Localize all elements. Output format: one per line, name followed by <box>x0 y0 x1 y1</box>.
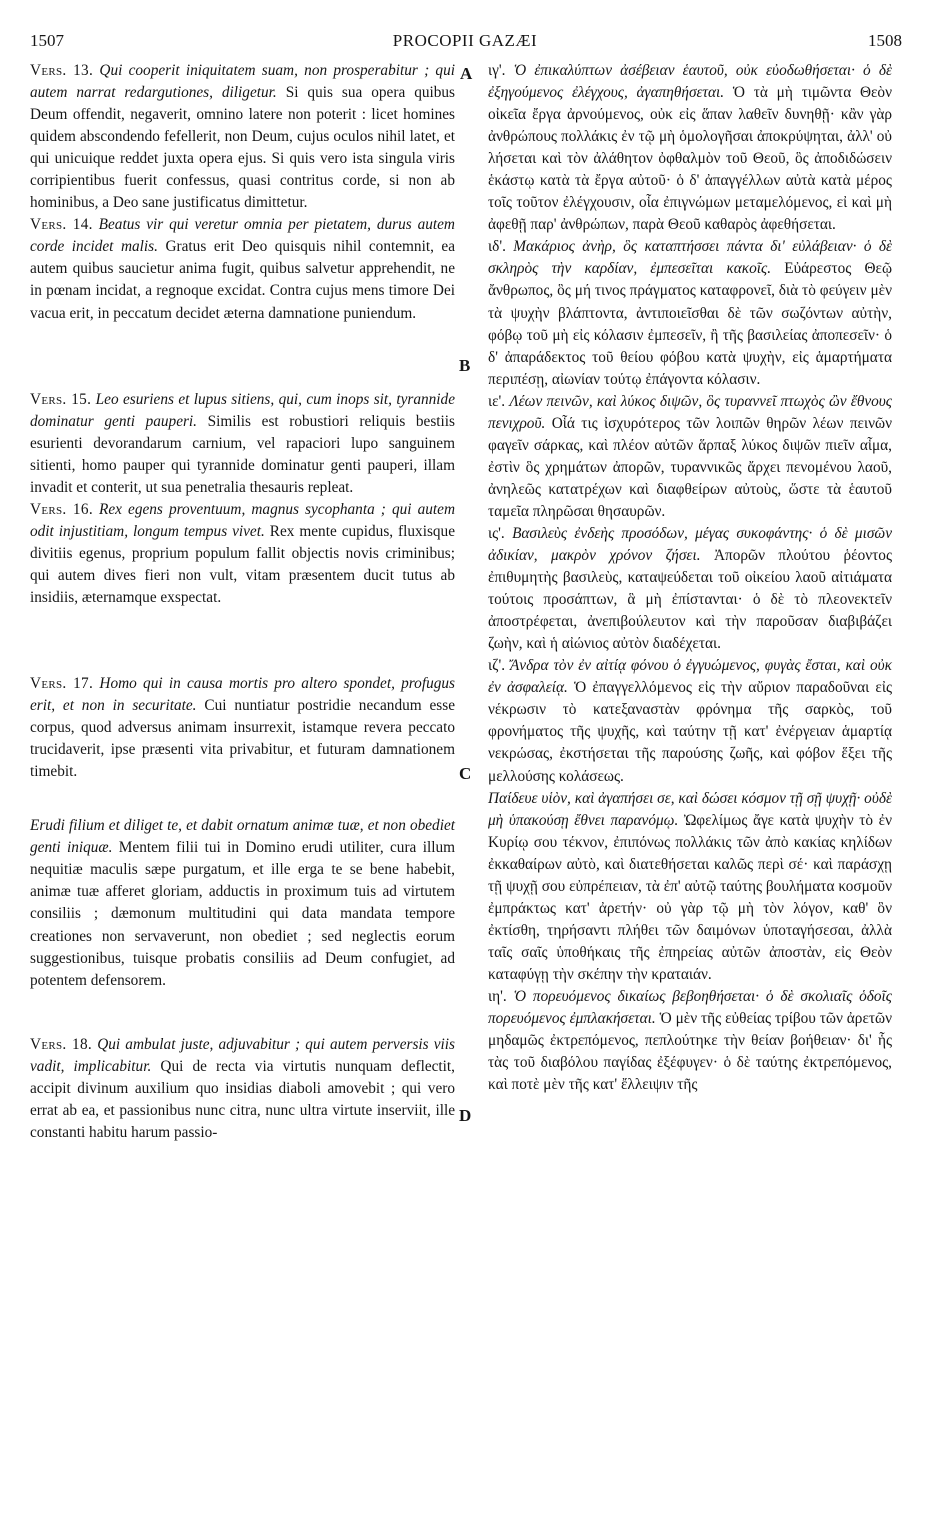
verse-quote: Βασιλεὺς ἐνδεὴς προσόδων, μέγας συκοφάντης· ὁ δὲ μισῶν ἀδικίαν, μακρὸν χρόνον ζήσει. <box>488 524 892 565</box>
greek-verse-14 <box>488 236 892 390</box>
page-number-right: 1508 <box>868 31 902 50</box>
verse-quote: Beatus vir qui veretur omnia per pietatem, durus autem corde incidet malis. <box>30 216 455 256</box>
commentary-text: Οἷά τις ἰσχυρότερος τῶν λοιπῶν θηρῶν λέων πεινῶν φαγεῖν σάρκας, καὶ πλέον αὐτῶν ἅρπαξ λύκος διψῶν πιεῖν αἷμα, ἐστὶν ὃς χρημάτων ἀπορῶν, τυραννικῶς ἄρχει πενομένου λαοῦ, ἀνηλεῶς κατατρέχων καὶ διαφθείρων αὐτοὺς, ὥστε τὰ ἑαυτοῦ ταμεῖα πληρῶσαι θησαυρῶν. <box>488 414 892 520</box>
verse-label: ιγ'. <box>488 62 506 79</box>
margin-letter-a: A <box>460 64 473 83</box>
latin-verse-16 <box>30 499 455 609</box>
verse-quote: Leo esuriens et lupus sitiens, qui, cum inops sit, tyrannide dominatur genti pauperi. <box>30 390 455 430</box>
verse-label: Vers. 18. <box>30 1035 93 1053</box>
greek-verse-13 <box>488 60 892 236</box>
verse-label: ιζ'. <box>488 657 506 675</box>
verse-label: ιη'. <box>488 987 507 1005</box>
verse-quote: Qui ambulat juste, adjuvabitur ; qui autem perversis viis vadit, implicabitur. <box>30 1035 456 1075</box>
commentary-text: Ἀπορῶν πλούτου ῥέοντος ἐπιθυμητὴς βασιλεὺς, καταψεύδεται τοῦ οἰκείου λαοῦ αἰτιάματα τούτοις προσάπτων, ἃ μὴ ἐπίστανται· ὁ δὲ τὸ πλεονεκτεῖν ἀποστρέφεται, ἀνεπιβούλευτον καὶ τὴν παροῦσαν διαβιβάζει ζωὴν, καὶ ἡ αἰώνιος αὐτὸν διαδέχεται. <box>488 547 892 653</box>
verse-label: Vers. 13. <box>30 62 94 79</box>
verse-quote: Παίδευε υἱὸν, καὶ ἀγαπήσει σε, καὶ δώσει κόσμον τῇ σῇ ψυχῇ· οὐδὲ μὴ ὑπακούσῃ ἔθνει παρανόμῳ. <box>488 789 892 829</box>
greek-column <box>488 60 892 1096</box>
commentary-text: Rex mente cupidus, fluxisque divitiis egenus, proprium populum fallit objectis novis criminibus; qui autem dives fieri non vult, vitam præsentem ducit tutus ab insidiis, æternamque exspectat. <box>30 522 455 606</box>
greek-paideue-huion <box>488 788 892 986</box>
verse-quote: Erudi filium et diliget te, et dabit ornatum animæ tuæ, et non obediet genti iniquæ. <box>30 817 455 857</box>
commentary-text: Si quis sua opera quibus Deum offendit, negaverit, omnino latere non poterit : licet homines quidem abscondendo fefellerit, non Deum, cujus oculos nihil latet, et qui unicuique reddet juxta opera ejus. Si quis vero ista singula viris corripientibus fuerit confessus, quasi contritus corde, si non ab hominibus, a Deo sane justificatus dimittetur. <box>30 84 455 212</box>
verse-label: Vers. 17. <box>30 675 94 693</box>
verse-label: Vers. 15. <box>30 390 92 408</box>
verse-quote: Ὁ πορευόμενος δικαίως βεβοηθήσεται· ὁ δὲ σκολιαῖς ὁδοῖς πορευόμενος ἐμπλακήσεται. <box>488 987 892 1028</box>
latin-verse-18 <box>30 1034 455 1144</box>
greek-verse-17 <box>488 655 892 787</box>
page-number-left: 1507 <box>30 31 64 50</box>
commentary-text: Ὁ τὰ μὴ τιμῶντα Θεὸν οἰκεῖα ἔργα ἀρνούμενος, οὐκ εἰς ἅπαν λαθεῖν δυνηθῇ· κἂν γὰρ ἀνθρώπους πολλάκις ἐν τῷ μὴ ὁμολογῆσαι ἀποκρύψηται, ἀλλ' οὐ λήσεται καὶ τὸν ἀλάθητον ὀφθαλμὸν τοῦ Θεοῦ, ὃς ἀποδιδώσειν ἑκάστῳ κατὰ τὰ ἔργα αὐτοῦ· ὁ δ' ἀπαγγέλλων αὐτὰ κατὰ μέρος τοῖς τοῦτον ἐλέγχουσιν, οἷα ἐπιγνώμων μεταμελόμενος, εἰ καὶ μὴ ἀφεθῇ παρ' ἀνθρώπων, παρὰ Θεοῦ καθαρὸς ἀφεθήσεται. <box>488 84 893 234</box>
verse-label: ιδ'. <box>488 238 506 256</box>
latin-erudi-filium <box>30 815 455 991</box>
commentary-text: Cui nuntiatur postridie necandum esse corpus, quod adversus animam insurrexit, istamque revera peccato trucidaverit, ipse præsenti vita privabitur, et futuram damnationem timebit. <box>30 697 455 781</box>
commentary-text: Ὁ ἐπαγγελλόμενος εἰς τὴν αὔριον παραδοῦναι εἰς νέκρωσιν τὸ κατεξαναστὰν φρόνημα τῆς σαρκὸς, τοῦ φρονήματος τῆς ψυχῆς, καὶ ταύτην τῇ κατ' ἐνέργειαν ἁμαρτίᾳ νεκρώσας, ἐκστήσεται τῆς παρούσης ζωῆς, καὶ φόβον ἕξει τῆς μελλούσης κολάσεως. <box>488 679 893 785</box>
commentary-text: Mentem filii tui in Domino erudi utiliter, cura illum nequitiæ maculis sæpe purgatum, et ille erga te se bene habebit, animæ tuæ afferet gloriam, adductis in proximum tuis ad virtutem consiliis ; dæmonum multitudini qui data mandata tempore creationes non servaverunt, non obediet ; sed neglectis eorum suggestionibus, tuisque probatis consiliis ad Deum confugiet, ad potentem defensorem. <box>30 839 455 989</box>
verse-quote: Homo qui in causa mortis pro altero spondet, profugus erit, et non in securitate. <box>30 675 455 715</box>
commentary-text: Qui de recta via virtutis nunquam deflectit, accipit divinum auxilium quo insidias diaboli amovebit ; qui vero errat ab ea, et passionibus nunc citra, nunc ultra virtute inserviit, ille constanti habitu harum passio- <box>30 1057 455 1141</box>
commentary-text: Gratus erit Deo quisquis nihil contemnit, ea autem quibus saucietur anima fugit, quibus salvetur apprehendit, ne in pœnam incidat, a regnoque excidat. Contra cujus mens timore Dei vacua erit, in peccatum decidet æterna damnatione puniendum. <box>30 238 456 322</box>
verse-quote: Μακάριος ἀνὴρ, ὃς καταπτήσσει πάντα δι' εὐλάβειαν· ὁ δὲ σκληρὸς τὴν καρδίαν, ἐμπεσεῖται κακοῖς. <box>488 238 892 278</box>
verse-label: ις'. <box>488 524 505 542</box>
verse-label: ιε'. <box>488 392 506 410</box>
greek-verse-16 <box>488 523 892 655</box>
latin-verse-13 <box>30 60 455 214</box>
verse-quote: Rex egens proventuum, magnus sycophanta ; qui autem odit injustitiam, longum tempus vivet. <box>30 500 455 540</box>
margin-letter-d: D <box>459 1106 472 1125</box>
running-title: PROCOPII GAZÆI <box>392 31 538 50</box>
greek-verse-15 <box>488 391 892 523</box>
verse-quote: Qui cooperit iniquitatem suam, non prosperabitur ; qui autem narrat redargutiones, diligetur. <box>30 62 455 102</box>
margin-letter-b: B <box>459 356 471 375</box>
latin-column <box>30 60 455 1144</box>
commentary-text: Ὁ μὲν τῆς εὐθείας τρίβου τῶν ἀρετῶν μηδαμῶς ἐκτρεπόμενος, πεπλούτηκε τὴν θείαν βοήθειαν· δι' ἧς τὰς τοῦ διαβόλου παγίδας ἐξέφυγεν· ὁ δὲ ταύτης ἐκτρεπόμενος, καὶ ποτὲ μὲν τῆς κατ' ἔλλειψιν τῆς <box>488 1010 892 1094</box>
latin-verse-15 <box>30 389 455 499</box>
verse-quote: Λέων πεινῶν, καὶ λύκος διψῶν, ὃς τυραννεῖ πτωχὸς ὢν ἔθνους πενιχροῦ. <box>488 392 892 432</box>
commentary-text: Ὠφελίμως ἄγε κατὰ ψυχὴν τὸ ἐν Κυρίῳ σου τέκνον, ἐπιπόνως πολλάκις τῶν ἀπὸ κακίας κηλίδων ἐκκαθαίρων αὐτὸ, καὶ διατεθήσεται καλῶς περὶ σέ· καὶ παράσχῃ τῇ ψυχῇ σου εὐπρέπειαν, τὰ ἐπ' αὐτῷ ταύτης βουλήματα κοσμοῦν ἐμπράκτως κατ' ἀρετήν· οὐ γὰρ τῷ μὴ τὸν λόγον, καθ' ὃν ἐκτίσθη, τηρήσαντι πλήθει τῶν δαιμόνων ὑποταγήσεσαι, ἀλλὰ ταῖς σαῖς ὑποθήκαις τῆς ἐπηρείας αὐτῶν ἀποστὰν, εἰς Θεὸν καταφύγῃ τὴν σκέπην τὴν κραταιάν. <box>488 811 893 983</box>
verse-quote: Ἄνδρα τὸν ἐν αἰτίᾳ φόνου ὁ ἐγγυώμενος, φυγὰς ἔσται, καὶ οὐκ ἐν ἀσφαλείᾳ. <box>488 657 892 697</box>
greek-verse-18 <box>488 986 892 1096</box>
latin-verse-14 <box>30 214 455 324</box>
commentary-text: Similis est robustiori reliquis bestiis esurienti devorandarum carnium, vel rapaciori lupo sanguinem sitienti, homo pauper qui tyrannide dominatur genti pauperi, illam invadit et conterit, ut sua penetralia thesauris repleat. <box>30 412 456 496</box>
verse-quote: Ὁ ἐπικαλύπτων ἀσέβειαν ἑαυτοῦ, οὐκ εὐοδωθήσεται· ὁ δὲ ἐξηγούμενος ἐλέγχους, ἀγαπηθήσεται. <box>488 62 892 102</box>
verse-label: Vers. 14. <box>30 216 93 234</box>
verse-label: Vers. 16. <box>30 500 93 518</box>
margin-letter-c: C <box>459 764 472 783</box>
latin-verse-17 <box>30 673 455 783</box>
commentary-text: Εὐάρεστος Θεῷ ἄνθρωπος, ὃς μή τινος πράγματος καταφρονεῖ, διὰ τὸ φεύγειν μὲν τὰ ψυχὴν βλάπτοντα, ἀντιποιεῖσθαι δὲ τῶν σωζόντων αὐτὴν, φόβῳ τοῦ μὴ εἰς κόλασιν ἐμπεσεῖν, ἢ τῆς βασιλείας ἀποπεσεῖν· ὁ δ' ἀπαράδεκτος τοῦ θείου φόβου κατὰ ψυχὴν, εἰς ἁμαρτήματα περιπέσῃ, αἰωνίαν τούτῳ ἐπάγοντα κόλασιν. <box>488 260 893 388</box>
